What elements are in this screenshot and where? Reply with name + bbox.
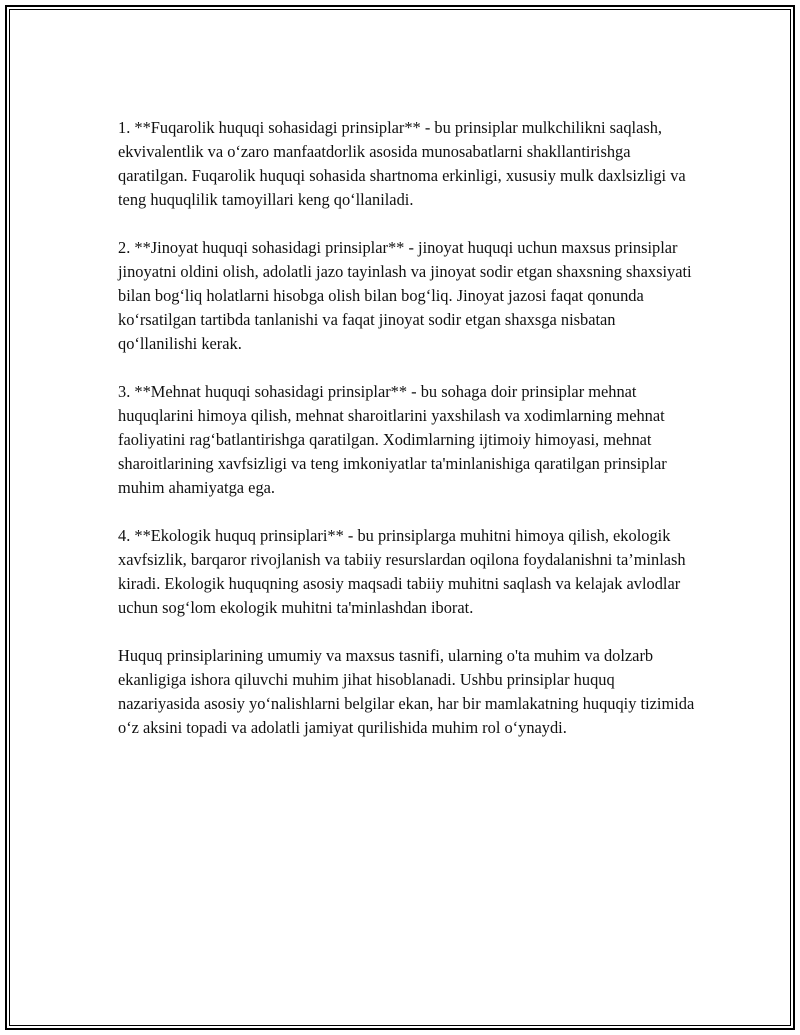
paragraph-conclusion: Huquq prinsiplarining umumiy va maxsus tasnifi, ularning o'ta muhim va dolzarb ekanligiga ishora qiluvchi muhim jihat hisoblanadi. Ushbu prinsiplar huquq nazariyasida asosiy yo‘nalishlarni belgilar ekan, har bir mamlakatning huquqiy tizimida o‘z aksini topadi va adolatli jamiyat qurilishida muhim rol o‘ynaydi. <box>118 646 695 737</box>
paragraph-labor-law: 3. **Mehnat huquqi sohasidagi prinsiplar** - bu sohaga doir prinsiplar mehnat huquqlarini himoya qilish, mehnat sharoitlarini yaxshilash va xodimlarning mehnat faoliyatini rag‘batlantirishga qaratilgan. Xodimlarning ijtimoiy himoyasi, mehnat sharoitlarining xavfsizligi va teng imkoniyatlar ta'minlanishiga qaratilgan prinsiplar muhim ahamiyatga ega. <box>118 382 667 497</box>
paragraph-civil-law: 1. **Fuqarolik huquqi sohasidagi prinsiplar** - bu prinsiplar mulkchilikni saqlash, ekvivalentlik va o‘zaro manfaatdorlik asosida munosabatlarni shakllantirishga qaratilgan. Fuqarolik huquqi sohasida shartnoma erkinligi, xususiy mulk daxlsizligi va teng huquqlilik tamoyillari keng qo‘llaniladi. <box>118 118 686 209</box>
document-body <box>118 116 698 740</box>
paragraph-criminal-law: 2. **Jinoyat huquqi sohasidagi prinsiplar** - jinoyat huquqi uchun maxsus prinsiplar jinoyatni oldini olish, adolatli jazo tayinlash va jinoyat sodir etgan shaxsning shaxsiyati bilan bog‘liq holatlarni hisobga olish bilan bog‘liq. Jinoyat jazosi faqat qonunda ko‘rsatilgan tartibda tanlanishi va faqat jinoyat sodir etgan shaxsga nisbatan qo‘llanilishi kerak. <box>118 238 692 353</box>
paragraph-environmental-law: 4. **Ekologik huquq prinsiplari** - bu prinsiplarga muhitni himoya qilish, ekologik xavfsizlik, barqaror rivojlanish va tabiiy resurslardan oqilona foydalanishni ta’minlash kiradi. Ekologik huquqning asosiy maqsadi tabiiy muhitni saqlash va kelajak avlodlar uchun sog‘lom ekologik muhitni ta'minlashdan iborat. <box>118 526 686 617</box>
